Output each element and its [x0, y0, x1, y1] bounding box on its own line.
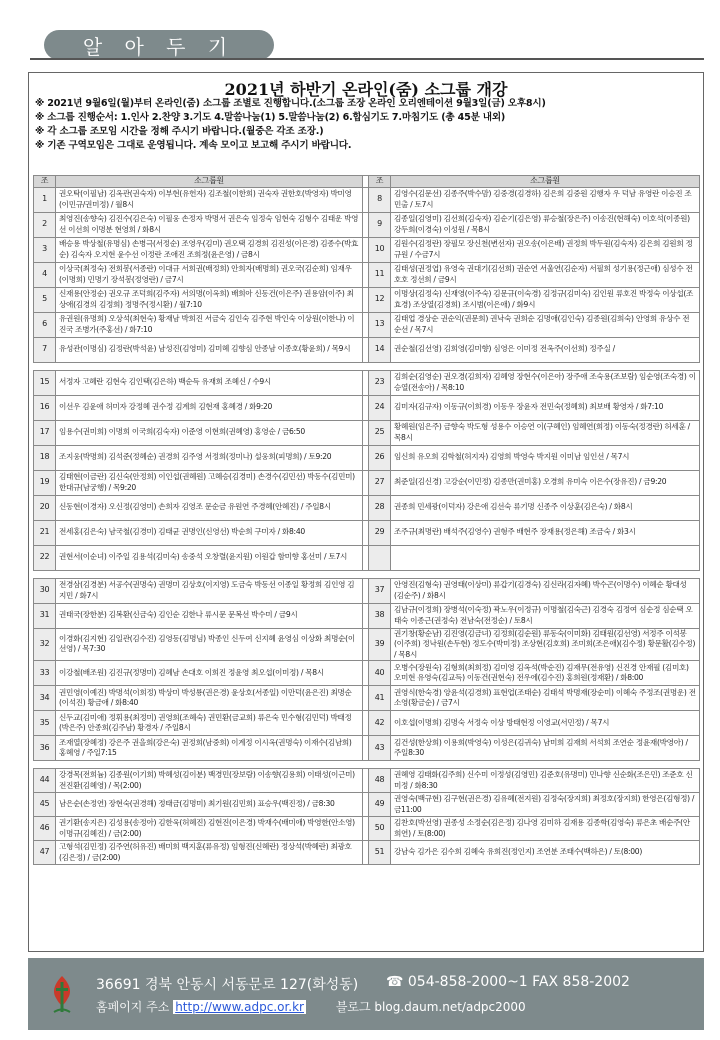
- group-members: 임신희 유오희 김학철(허지자) 김영희 박영숙 박지원 이미남 임인선 / 목7시: [391, 445, 700, 470]
- gap-cell: [56, 761, 363, 769]
- table-row: [34, 337, 700, 362]
- group-number: 27: [369, 470, 391, 495]
- table-row: [34, 578, 700, 603]
- footer: [28, 958, 704, 1030]
- group-number: 42: [369, 711, 391, 736]
- group-number: 20: [34, 495, 56, 520]
- group-members: 이명상(김정숙) 신재영(이주숙) 김문규(이숙경) 김정규(김미숙) 김인원 류호진 박정숙 이상섭(조효경) 조상열(김경희) 조시범(이은애) / 화9시: [391, 287, 700, 312]
- group-number: 1: [34, 187, 56, 212]
- group-members: 김건성(한상희) 이용희(박영숙) 이성은(김귀숙) 남미희 김재희 서석희 조연순 정윤재(박영아) / 주일8:30: [391, 736, 700, 761]
- group-number: 11: [369, 262, 391, 287]
- group-members: [391, 545, 700, 570]
- gap-cell: [391, 570, 700, 578]
- group-members: 권민영(이예진) 박명석(이희정) 박상미 박성룡(권은경) 윤상호(서종일) 이만덕(윤은진) 최명순(이석진) 황금애 / 화8:40: [56, 686, 363, 711]
- header-divider: [30, 58, 704, 60]
- group-members: 권기창(황순남) 김진영(김금녀) 김정희(김순원) 류동숙(이미화) 김태원(김선영) 서정주 이석봉(이주희) 정낙원(손두현) 정도수(박미정) 조상현(김호희) 조미희(조은애)(김수정) 황문활(김수정) / 목8시: [391, 628, 700, 661]
- group-members: 배승용 박상철(유명심) 손병극(서정순) 조영우(김미) 권오택 김경희 김진성(이은경) 김종수(박효순) 김숙자 오지현 윤수선 이정란 조애진 조희정(윤은영) / 금8시: [56, 237, 363, 262]
- group-number: 16: [34, 395, 56, 420]
- group-number: 23: [369, 370, 391, 395]
- table-row: [34, 520, 700, 545]
- group-members: 김태업 경상순 권순익(권문희) 권낙숙 권희순 김명애(김인숙) 김종원(김희숙) 안영희 유상수 전순선 / 목7시: [391, 312, 700, 337]
- group-members: 최영진(송향숙) 김진수(김은숙) 이필웅 손정자 박명서 권은숙 임정숙 임현숙 김형수 김태운 박영선 이선희 이명분 현영희 / 화8시: [56, 212, 363, 237]
- gap-cell: [369, 761, 391, 769]
- group-members: 김태성(권정엽) 유영숙 권대기(김선희) 권순연 서울연(김순자) 서필희 성기용(정근애) 심성수 전호호 정선희 / 금9시: [391, 262, 700, 287]
- column-header-members: 소그룹원: [56, 176, 363, 188]
- group-members: 서정자 고혜란 김현숙 김인택(김은하) 백순득 유재희 조혜신 / 수9시: [56, 370, 363, 395]
- group-gap: [34, 761, 700, 769]
- group-members: 권오탁(이필남) 김옥관(권숙자) 이부현(유헌자) 김조철(이한희) 권숙자 권한호(박영자) 박미영(이민규/권미정) / 월8시: [56, 187, 363, 212]
- group-members: 권태국(장한분) 김복환(신금숙) 김인순 김한나 류시문 문복선 박수미 / 금9시: [56, 603, 363, 628]
- footer-phone: ☎ 054-858-2000~1 FAX 858-2002: [386, 974, 630, 990]
- group-number: 50: [369, 817, 391, 841]
- table-row: [34, 420, 700, 445]
- group-members: 김희순(김영순) 권오경(김희자) 김혜영 장현수(이은아) 장주애 조숙용(조보람) 임순영(조숙경) 이승열(전송아) / 목8:10: [391, 370, 700, 395]
- group-number: 33: [34, 661, 56, 686]
- group-members: 김태현(이금란) 김신숙(안정희) 이인섭(권혜원) 고혜승(김경미) 손경수(김민선) 박동수(김민미) 한대규(남궁행) / 목9:20: [56, 470, 363, 495]
- group-members: 김찬호(박선영) 권종성 소정순(김은정) 김나영 김미하 김재용 김종학(김영숙) 류은초 배순주(안희연) / 토(8:00): [391, 817, 700, 841]
- group-number: 8: [369, 187, 391, 212]
- group-members: 권영식(한숙경) 앙윤석(김경희) 표현업(조태순) 김태석 박명재(장순미) 이혜숙 주정조(권명운) 전소영(황금순) / 금7시: [391, 686, 700, 711]
- table-row: [34, 495, 700, 520]
- group-number: 10: [369, 237, 391, 262]
- table-header-row: [34, 176, 700, 188]
- group-number: 30: [34, 578, 56, 603]
- footer-address: 36691 경북 안동시 서동문로 127(화성동): [96, 977, 359, 993]
- group-number: 15: [34, 370, 56, 395]
- notice-box: [28, 72, 704, 952]
- table-row: [34, 287, 700, 312]
- blog-address: 블로그 blog.daum.net/adpc2000: [335, 1000, 526, 1014]
- group-number: 29: [369, 520, 391, 545]
- group-number: 49: [369, 793, 391, 817]
- notice-header-title: 알 아 두 기: [82, 34, 236, 59]
- table-row: [34, 545, 700, 570]
- group-number: 41: [369, 686, 391, 711]
- gap-cell: [369, 362, 391, 370]
- table-row: [34, 711, 700, 736]
- group-number: 26: [369, 445, 391, 470]
- table-row: [34, 661, 700, 686]
- group-members: 오병수(장원숙) 김형희(최희정) 김미영 김옥석(박순진) 김재무(전유영) 신진경 안재필 (김미호) 오미현 유영숙(김교득) 이동건(권현숙) 전우에(김수진) 홍희원(정재환) / 화8:00: [391, 661, 700, 686]
- gap-cell: [34, 570, 56, 578]
- table-row: [34, 686, 700, 711]
- table-row: [34, 187, 700, 212]
- gap-cell: [56, 362, 363, 370]
- group-number: 48: [369, 769, 391, 793]
- group-number: 28: [369, 495, 391, 520]
- column-header-no: 조: [369, 176, 391, 188]
- group-members: 권현서(이순녀) 이주일 김용석(김미숙) 송중석 오창렬(윤지원) 이원갑 함미향 홍선미 / 토7시: [56, 545, 363, 570]
- table-row: [34, 445, 700, 470]
- homepage-label: 홈페이지 주소: [96, 1000, 170, 1014]
- gap-cell: [34, 362, 56, 370]
- column-header-no: 조: [34, 176, 56, 188]
- gap-cell: [369, 570, 391, 578]
- group-members: 김미자(김규자) 이동규(이희경) 이동우 장윤자 전민숙(정혜희) 최보배 황영자 / 화7:10: [391, 395, 700, 420]
- group-members: 권순철(김선영) 김희영(김미향) 심영은 이미정 전옥주(이선희) 정주실 /: [391, 337, 700, 362]
- table-row: [34, 841, 700, 865]
- group-members: 김종일(김영미) 김선희(김숙자) 김순기(김은영) 류승철(장은주) 이송진(현해숙) 이호석(이종원) 강두희(이경숙) 이성원 / 목8시: [391, 212, 700, 237]
- group-number: 43: [369, 736, 391, 761]
- group-members: 전세홍(김은숙) 남국철(김경미) 김태균 권명인(신영선) 박순희 구미자 / 화8:40: [56, 520, 363, 545]
- notice-title: 2021년 하반기 온라인(줌) 소그룹 개강: [224, 80, 508, 99]
- group-members: 전경삼(김경분) 서공수(권명숙) 권명미 김상호(이지영) 도금숙 박동선 이종일 황정희 김인영 김지민 / 화7시: [56, 578, 363, 603]
- group-number: 40: [369, 661, 391, 686]
- table-row: [34, 312, 700, 337]
- group-number: 12: [369, 287, 391, 312]
- notice-note: ※ 소그룹 진행순서: 1.인사 2.찬양 3.기도 4.말씀나눔(1) 5.말씀나눔(2) 6.합심기도 7.마침기도 (총 45분 내외): [35, 112, 506, 123]
- footer-web-row: [96, 998, 526, 1015]
- homepage-link[interactable]: http://www.adpc.or.kr: [175, 1000, 304, 1014]
- group-number: 18: [34, 445, 56, 470]
- group-number: 32: [34, 628, 56, 661]
- table-row: [34, 262, 700, 287]
- table-row: [34, 237, 700, 262]
- group-members: 신동현(이경자) 오신정(김영미) 손희자 김영조 문순금 유원연 주경혜(안혜진) / 주일8시: [56, 495, 363, 520]
- group-number: 44: [34, 769, 56, 793]
- group-members: 안영진(김형숙) 권영태(이상미) 류갑기(김경숙) 김신라(김자혜) 박수곤(이명수) 이혜순 황대성(김순주) / 화8시: [391, 578, 700, 603]
- table-row: [34, 603, 700, 628]
- gap-cell: [56, 570, 363, 578]
- column-header-members: 소그룹원: [391, 176, 700, 188]
- group-number: 51: [369, 841, 391, 865]
- gap-cell: [391, 362, 700, 370]
- table-row: [34, 769, 700, 793]
- notice-note: ※ 각 소그룹 조모임 시간을 정해 주시기 바랍니다.(월중은 각조 조장.): [35, 126, 324, 137]
- group-members: 권혜영 김태화(김주희) 신수미 이정성(김영민) 김준호(유명미) 민나향 신순화(조은민) 조준호 신미정 / 화8:30: [391, 769, 700, 793]
- table-row: [34, 736, 700, 761]
- group-number: 9: [369, 212, 391, 237]
- group-members: 이선우 김윤애 허미자 강정혜 권수정 김계희 김현재 홍혜경 / 화9:20: [56, 395, 363, 420]
- group-number: 19: [34, 470, 56, 495]
- group-number: 36: [34, 736, 56, 761]
- group-number: 35: [34, 711, 56, 736]
- table-row: [34, 370, 700, 395]
- table-row: [34, 628, 700, 661]
- group-gap: [34, 362, 700, 370]
- group-number: 13: [369, 312, 391, 337]
- group-number: [369, 545, 391, 570]
- group-number: 47: [34, 841, 56, 865]
- group-number: 14: [369, 337, 391, 362]
- gap-cell: [34, 761, 56, 769]
- group-members: 신두교(김미애) 정휘용(최정미) 권영희(조혜숙) 권민환(금교희) 류은숙 민수형(김민덕) 박태정(박은주) 안종희(김주남) 황경자 / 주일8시: [56, 711, 363, 736]
- group-number: 25: [369, 420, 391, 445]
- group-members: 권종희 민세광(이덕자) 강은애 김선숙 류기명 신종주 이상훈(김은숙) / 화8시: [391, 495, 700, 520]
- table-row: [34, 470, 700, 495]
- group-number: 45: [34, 793, 56, 817]
- table-body: [34, 187, 700, 865]
- table-row: [34, 793, 700, 817]
- group-number: 34: [34, 686, 56, 711]
- group-number: 3: [34, 237, 56, 262]
- group-members: 신재용(안정순) 권오규 조덕희(김주자) 서의명(이옥희) 배희아 신동건(이은주) 권용암(이주) 최상애(김경의 김정희) 정명주(정시환) / 월7:10: [56, 287, 363, 312]
- group-members: 황혜원(임은주) 금향숙 박도형 성용수 이승연 이(구혜인) 임혜연(희정) 이동숙(정경란) 허세훈 / 목8시: [391, 420, 700, 445]
- group-members: 남은순(손정연) 장현숙(권경해) 정태금(김명미) 최기원(김민희) 표승우(백진정) / 금8:30: [56, 793, 363, 817]
- group-members: 김원수(김정란) 장필모 장신천(변선자) 권오송(이은배) 권정희 박두원(김숙자) 김은희 김원희 정규원 / 수금7시: [391, 237, 700, 262]
- group-members: 임용수(권미희) 이명희 이국희(김숙자) 이준영 이현희(권혜영) 홍영순 / 금6:50: [56, 420, 363, 445]
- group-table: [33, 175, 700, 865]
- group-members: 이경화(김지현) 김일관(김수진) 김영동(김명님) 박종인 신두여 신지혜 윤영심 이상화 최명순(이선영) / 목7:30: [56, 628, 363, 661]
- group-table-wrap: [33, 175, 699, 865]
- group-number: 24: [369, 395, 391, 420]
- group-number: 17: [34, 420, 56, 445]
- table-row: [34, 212, 700, 237]
- notice-note: ※ 기존 구역모임은 그대로 운영됩니다. 계속 모이고 보고해 주시기 바랍니다.: [35, 140, 352, 151]
- notice-header-tab: [44, 30, 274, 60]
- group-number: 7: [34, 337, 56, 362]
- group-number: 31: [34, 603, 56, 628]
- group-members: 김남규(이정희) 장병석(이숙정) 곽노우(이정규) 이명철(김숙근) 김경숙 김정여 심순정 심순택 오태숙 이종근(권정숙) 전남숙(전정순) / 토8시: [391, 603, 700, 628]
- group-members: 조재열(장혜정) 강은주 권을희(강은숙) 권정희(남중희) 이계정 이시옥(권명숙) 이재수(김남희) 홍혜영 / 주일7:15: [56, 736, 363, 761]
- group-gap: [34, 570, 700, 578]
- group-members: 이강철(배조원) 김진규(정명미) 김혜남 손대호 이희진 정윤영 최오섭(이미정) / 목8시: [56, 661, 363, 686]
- notice-note: ※ 2021년 9월6일(월)부터 온라인(줌) 소그룹 조별로 진행합니다.(소그룹 조장 온라인 오리엔테이션 9월3일(금) 오후8시): [35, 98, 546, 109]
- table-row: [34, 395, 700, 420]
- group-members: 권기환(송지은) 김성용(송정아) 김한욱(허혜진) 김현진(이은경) 박재수(배미애) 박영한(안소영) 이명규(김혜진) / 금(2:00): [56, 817, 363, 841]
- group-number: 37: [369, 578, 391, 603]
- group-members: 이호섭(이명희) 김명숙 서정숙 이상 방태현정 이영교(서민정) / 목7시: [391, 711, 700, 736]
- group-number: 21: [34, 520, 56, 545]
- group-number: 46: [34, 817, 56, 841]
- group-members: 이상국(최정숙) 전희봉(서종란) 이대규 서희권(배정희) 안희자(배명희) 권오국(김순희) 임재우(이명희) 민명기 장석봉(정영란) / 금7시: [56, 262, 363, 287]
- group-number: 38: [369, 603, 391, 628]
- notice-notes: [35, 97, 699, 153]
- group-members: 최준일(김신경) 고강순(이민정) 김종만(권미홍) 오경희 유미숙 이은수(장유진) / 금9:20: [391, 470, 700, 495]
- group-members: 조지웅(박명희) 김석준(정혜순) 권경희 김주영 서정희(정미나) 설웅희(피명희) / 토9:20: [56, 445, 363, 470]
- group-number: 5: [34, 287, 56, 312]
- group-members: 강경목(전희늄) 김종원(이기희) 박혜성(김이분) 백경민(장보람) 이송향(김용희) 이태성(이근미) 전진환(김혜영) / 목(2:00): [56, 769, 363, 793]
- group-members: 김영수(김문선) 김종주(박수맘) 김중경(김경하) 김은희 김중원 김행자 우 덕남 유영란 이승진 조민출 / 토7시: [391, 187, 700, 212]
- table-row: [34, 817, 700, 841]
- group-number: 2: [34, 212, 56, 237]
- group-members: 권영숙(백규현) 김구현(권은경) 김유혜(전지원) 김정숙(장지희) 최정호(장지희) 한영은(김형정) / 금11:00: [391, 793, 700, 817]
- group-number: 39: [369, 628, 391, 661]
- group-number: 4: [34, 262, 56, 287]
- group-members: 유성관(이명심) 김정란(박석윤) 남성진(김영미) 김미혜 김향심 안종남 이종호(황윤희) / 목9시: [56, 337, 363, 362]
- gap-cell: [391, 761, 700, 769]
- group-members: 강남숙 김가은 김수희 김혜숙 유희진(정인지) 조연분 조태수(백하은) / 토(8:00): [391, 841, 700, 865]
- group-number: 6: [34, 312, 56, 337]
- group-members: 조주규(최명란) 배석주(김영수) 권형주 배현주 장재용(정은해) 조금숙 / 화3시: [391, 520, 700, 545]
- group-members: 유권원(유명희) 오상석(최현숙) 황재남 박희진 서금숙 김인숙 김주현 박인숙 이상원(이한나) 이진국 조병가(주홍선) / 화7:10: [56, 312, 363, 337]
- church-logo-icon: [50, 974, 74, 1014]
- group-members: 고형석(김민정) 김주연(허유진) 배미희 백지훈(류유정) 임형진(신혜란) 정상석(박혜란) 최광호(김은정) / 금(2:00): [56, 841, 363, 865]
- group-number: 22: [34, 545, 56, 570]
